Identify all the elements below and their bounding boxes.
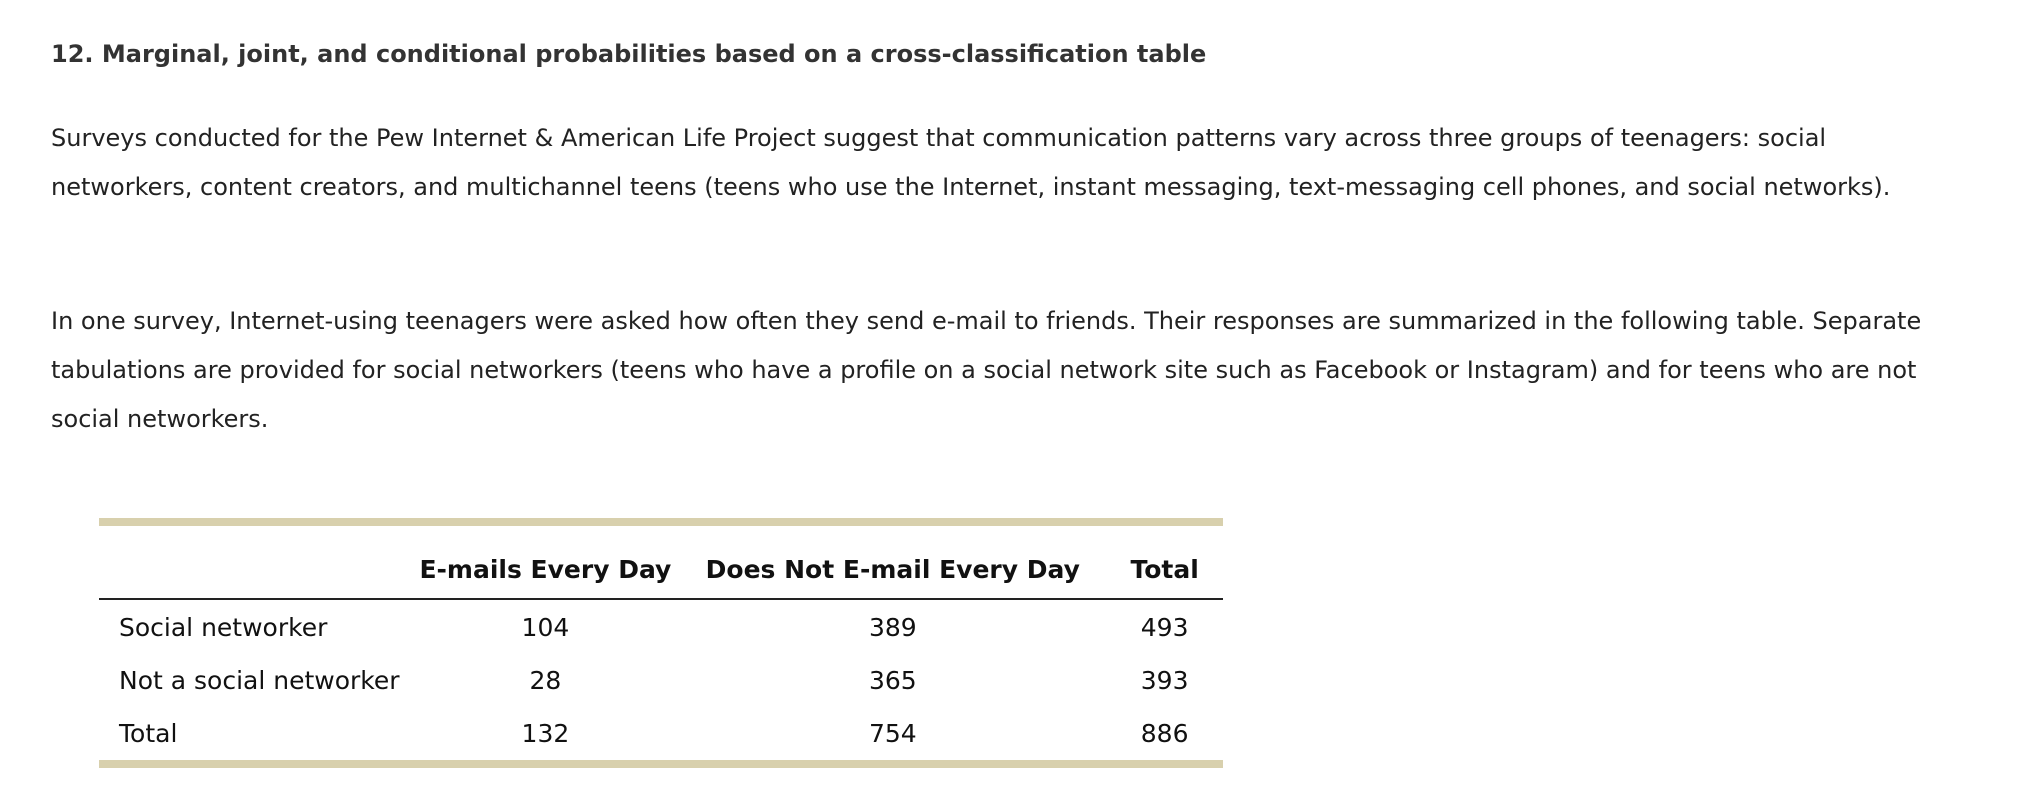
table-row <box>99 654 1223 706</box>
header-total: Total <box>1106 526 1223 599</box>
table-bottom-rule <box>99 760 1223 768</box>
row-label: Total <box>119 718 178 748</box>
table-row <box>99 706 1223 760</box>
problem-heading: 12. Marginal, joint, and conditional probabilities based on a cross-classification table <box>51 40 1207 68</box>
table-top-rule <box>99 518 1223 526</box>
cell-emails-every-day: 104 <box>521 612 570 642</box>
cell-emails-every-day: 132 <box>521 718 570 748</box>
intro-paragraph: Surveys conducted for the Pew Internet & American Life Project suggest that communication patterns vary across three groups of teenagers: social networkers, content creators, and multichannel teens (teens who use the Internet, instant messaging, text-messaging cell phones, and social networks). <box>51 124 1891 201</box>
cell-total: 493 <box>1140 612 1189 642</box>
header-emails-every-day: E-mails Every Day <box>411 526 679 599</box>
header-does-not-email-every-day: Does Not E-mail Every Day <box>679 526 1106 599</box>
cell-total: 393 <box>1140 665 1189 695</box>
data-table <box>99 526 1223 760</box>
header-blank-cell <box>99 526 411 599</box>
cell-does-not-email-every-day: 365 <box>868 665 917 695</box>
row-label: Social networker <box>119 612 328 642</box>
cross-classification-table <box>99 518 1223 768</box>
cell-does-not-email-every-day: 389 <box>868 612 917 642</box>
table-row <box>99 599 1223 654</box>
survey-paragraph: In one survey, Internet-using teenagers were asked how often they send e-mail to friends. Their responses are summarized in the following table. Separate tabulations are provided for social networkers (teens who have a profile on a social network site such as Facebook or Instagram) and for teens who are not social networkers. <box>51 307 1922 433</box>
table-header-row <box>99 526 1223 599</box>
cell-total: 886 <box>1140 718 1189 748</box>
cell-emails-every-day: 28 <box>529 665 562 695</box>
cell-does-not-email-every-day: 754 <box>868 718 917 748</box>
row-label: Not a social networker <box>119 665 400 695</box>
